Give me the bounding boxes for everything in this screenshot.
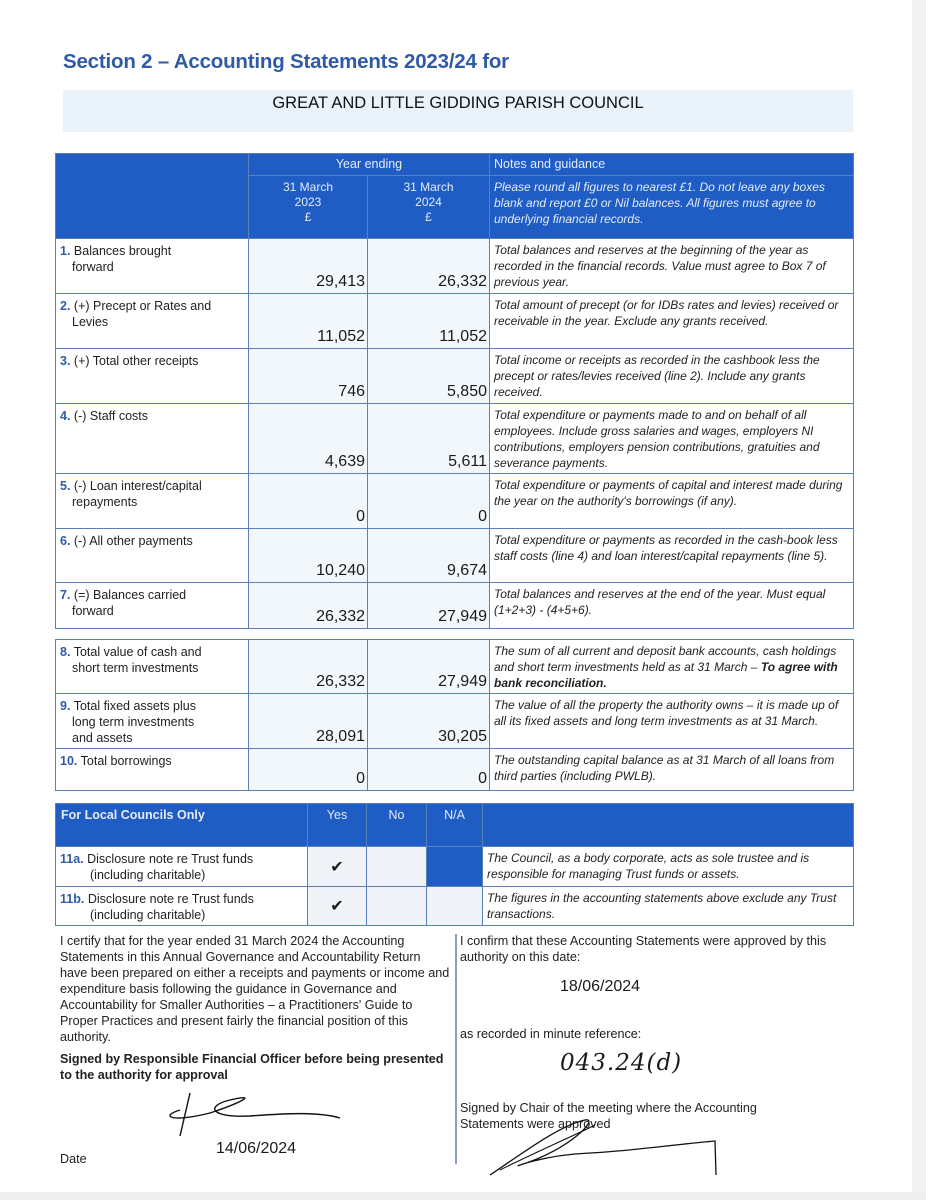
- value-2023[interactable]: 29,413: [249, 239, 368, 294]
- col-2023-currency: £: [304, 210, 312, 224]
- table-row: [56, 239, 854, 294]
- rfo-certification: [60, 933, 450, 1083]
- column-2023-header: [249, 176, 368, 239]
- row-label: 8. Total value of cash and short term investments: [56, 640, 249, 694]
- header-blank-cell: [56, 154, 249, 239]
- row-note: The sum of all current and deposit bank accounts, cash holdings and short term investments held as at 31 March – To agree with bank reconciliation.: [490, 640, 854, 694]
- row-label: 5. (-) Loan interest/capital repayments: [56, 474, 249, 529]
- guidance-note: Please round all figures to nearest £1. Do not leave any boxes blank and report £0 or Nil balances. All figures must agree to underlying financial records.: [490, 176, 854, 239]
- rfo-date-label: Date: [60, 1152, 87, 1166]
- notes-guidance-header: Notes and guidance: [490, 154, 854, 176]
- row-note: Total amount of precept (or for IDBs rates and levies) received or receivable in the year. Exclude any grants received.: [490, 294, 854, 349]
- table-row: [56, 694, 854, 749]
- rfo-signed-by-label: Signed by Responsible Financial Officer before being presented to the authority for approval: [60, 1052, 444, 1082]
- row-note: Total balances and reserves at the end of the year. Must equal (1+2+3) - (4+5+6).: [490, 583, 854, 629]
- value-2024[interactable]: 27,949: [368, 640, 490, 694]
- value-2023[interactable]: 10,240: [249, 529, 368, 583]
- no-checkbox[interactable]: [367, 847, 427, 887]
- local-councils-header: For Local Councils Only: [56, 804, 308, 847]
- row-note: The value of all the property the authority owns – it is made up of all its fixed assets and long term investments as at 31 March.: [490, 694, 854, 749]
- na-checkbox[interactable]: [427, 887, 483, 926]
- table-row: [56, 583, 854, 629]
- col-2024-currency: £: [425, 210, 432, 224]
- minute-reference-value[interactable]: 043.24(d): [560, 1050, 683, 1076]
- value-2024[interactable]: 27,949: [368, 583, 490, 629]
- table-row: [56, 474, 854, 529]
- value-2023[interactable]: 4,639: [249, 404, 368, 474]
- value-2023[interactable]: 28,091: [249, 694, 368, 749]
- rfo-date-value[interactable]: 14/06/2024: [216, 1140, 297, 1157]
- value-2024[interactable]: 30,205: [368, 694, 490, 749]
- value-2024[interactable]: 5,611: [368, 404, 490, 474]
- balance-sheet-table: [55, 639, 854, 791]
- col-2023-line1: 31 March: [282, 180, 334, 194]
- chair-signature-icon[interactable]: [480, 1115, 730, 1180]
- yes-header: Yes: [308, 804, 367, 847]
- col-2023-line2: 2023: [294, 195, 322, 209]
- authority-name: GREAT AND LITTLE GIDDING PARISH COUNCIL: [272, 94, 644, 112]
- value-2023[interactable]: 26,332: [249, 583, 368, 629]
- yes-checkbox[interactable]: ✔: [308, 847, 367, 887]
- row-label: 4. (-) Staff costs: [56, 404, 249, 474]
- na-checkbox-disabled: [427, 847, 483, 887]
- rfo-signature-icon[interactable]: [150, 1088, 350, 1138]
- row-label: 11a. Disclosure note re Trust funds (including charitable): [56, 847, 308, 887]
- row-label: 3. (+) Total other receipts: [56, 349, 249, 404]
- table-row: [56, 349, 854, 404]
- value-2023[interactable]: 0: [249, 474, 368, 529]
- value-2024[interactable]: 11,052: [368, 294, 490, 349]
- table-row: [56, 749, 854, 791]
- minute-reference-label: as recorded in minute reference:: [460, 1027, 642, 1041]
- col-2024-line2: 2024: [415, 195, 442, 209]
- row-note: Total expenditure or payments as recorded in the cash-book less staff costs (line 4) and loan interest/capital repayments (line 5).: [490, 529, 854, 583]
- row-label: 10. Total borrowings: [56, 749, 249, 791]
- yes-checkbox[interactable]: ✔: [308, 887, 367, 926]
- table-row: [56, 847, 854, 887]
- table-row: [56, 404, 854, 474]
- section-title: Section 2 – Accounting Statements 2023/24 for: [63, 50, 509, 73]
- column-2024-header: [368, 176, 490, 239]
- value-2024[interactable]: 9,674: [368, 529, 490, 583]
- row-note: Total expenditure or payments of capital and interest made during the year on the authority's borrowings (if any).: [490, 474, 854, 529]
- na-header: N/A: [427, 804, 483, 847]
- year-ending-header: Year ending: [249, 154, 490, 176]
- row-label: 1. Balances brought forward: [56, 239, 249, 294]
- table-row: [56, 294, 854, 349]
- row-note: Total balances and reserves at the beginning of the year as recorded in the financial records. Value must agree to Box 7 of previous year.: [490, 239, 854, 294]
- row-note: The outstanding capital balance as at 31 March of all loans from third parties (including PWLB).: [490, 749, 854, 791]
- row-note: The figures in the accounting statements above exclude any Trust transactions.: [483, 887, 854, 926]
- no-checkbox[interactable]: [367, 887, 427, 926]
- row-label: 9. Total fixed assets plus long term investments and assets: [56, 694, 249, 749]
- table-row: [56, 887, 854, 926]
- divider: [455, 934, 457, 1164]
- no-header: No: [367, 804, 427, 847]
- value-2023[interactable]: 0: [249, 749, 368, 791]
- row-label: 11b. Disclosure note re Trust funds (including charitable): [56, 887, 308, 926]
- accounting-statements-table: [55, 153, 854, 629]
- row-label: 6. (-) All other payments: [56, 529, 249, 583]
- value-2024[interactable]: 5,850: [368, 349, 490, 404]
- row-note: Total expenditure or payments made to and on behalf of all employees. Include gross salaries and wages, employers NI contributions, employers pension contributions, gratuities and severance payments.: [490, 404, 854, 474]
- approval-date[interactable]: 18/06/2024: [559, 978, 641, 995]
- local-councils-table: [55, 803, 854, 926]
- notes-header-blank: [483, 804, 854, 847]
- certification-text: I certify that for the year ended 31 March 2024 the Accounting Statements in this Annual Governance and Accountability Return have been prepared on either a receipts and payments or income and expenditure basis following the guidance in Governance and Accountability for Smaller Authorities – a Practitioners' Guide to Proper Practices and present fairly the financial position of this authority.: [60, 934, 450, 1044]
- value-2024[interactable]: 0: [368, 474, 490, 529]
- table-row: [56, 529, 854, 583]
- page-edge-bottom: [0, 1192, 926, 1200]
- value-2024[interactable]: 0: [368, 749, 490, 791]
- col-2024-line1: 31 March: [403, 180, 454, 194]
- value-2023[interactable]: 26,332: [249, 640, 368, 694]
- value-2023[interactable]: 746: [249, 349, 368, 404]
- approval-text: I confirm that these Accounting Statements were approved by this authority on this date:: [460, 934, 827, 964]
- row-label: 7. (=) Balances carried forward: [56, 583, 249, 629]
- page-edge: [912, 0, 926, 1200]
- row-note: The Council, as a body corporate, acts as sole trustee and is responsible for managing Trust funds or assets.: [483, 847, 854, 887]
- row-note: Total income or receipts as recorded in the cashbook less the precept or rates/levies received (line 2). Include any grants received.: [490, 349, 854, 404]
- table-row: [56, 640, 854, 694]
- value-2024[interactable]: 26,332: [368, 239, 490, 294]
- chair-signed-label: Signed by Chair of the meeting where the Accounting Statements were approved: [460, 1101, 757, 1131]
- value-2023[interactable]: 11,052: [249, 294, 368, 349]
- row-label: 2. (+) Precept or Rates and Levies: [56, 294, 249, 349]
